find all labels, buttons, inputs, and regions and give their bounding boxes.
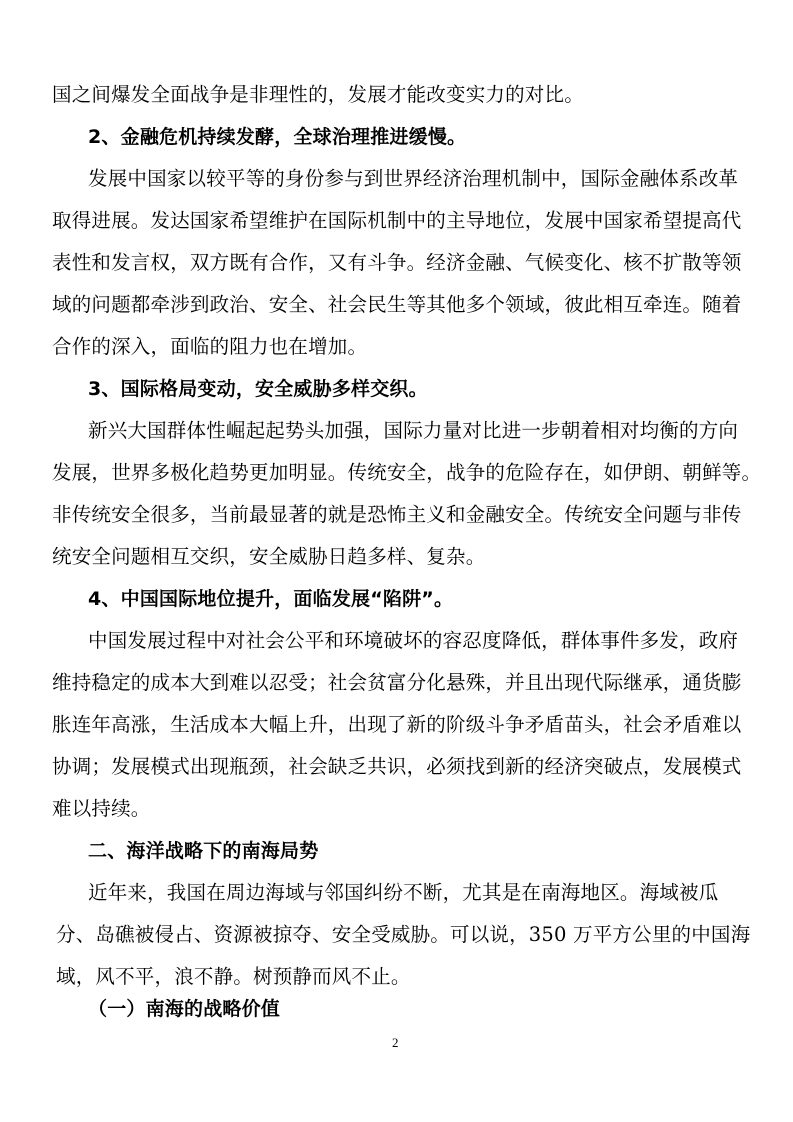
paragraph-line: 国之间爆发全面战争是非理性的，发展才能改变实力的对比。: [52, 83, 584, 106]
section-heading: 3、国际格局变动，安全威胁多样交织。: [88, 378, 428, 400]
paragraph-line: 发展，世界多极化趋势更加明显。传统安全，战争的危险存在，如伊朗、朝鲜等。: [52, 461, 762, 484]
section-heading: 2、金融危机持续发酵，全球治理推进缓慢。: [88, 126, 467, 148]
subsection-heading: （一）南海的战略价值: [88, 998, 281, 1020]
section-heading: 4、中国国际地位提升，面临发展“陷阱”。: [88, 588, 454, 610]
paragraph-line: 维持稳定的成本大到难以忍受；社会贫富分化悬殊，并且出现代际继承，通货膨: [52, 671, 742, 694]
paragraph-line: 胀连年高涨，生活成本大幅上升，出现了新的阶级斗争矛盾苗头，社会矛盾难以: [52, 713, 742, 736]
paragraph-line: 域，风不平，浪不静。树预静而风不止。: [56, 965, 411, 988]
paragraph-line: 域的问题都牵涉到政治、安全、社会民生等其他多个领域，彼此相互牵连。随着: [52, 293, 742, 316]
paragraph-line: 中国发展过程中对社会公平和环境破坏的容忍度降低，群体事件多发，政府: [88, 629, 739, 652]
paragraph-line: 难以持续。: [52, 797, 151, 820]
page-number: 2: [392, 1035, 399, 1050]
paragraph-line: 统安全问题相互交织，安全威胁日趋多样、复杂。: [52, 545, 486, 568]
paragraph-line: 取得进展。发达国家希望维护在国际机制中的主导地位，发展中国家希望提高代: [52, 209, 742, 232]
paragraph-line: 协调；发展模式出现瓶颈，社会缺乏共识，必须找到新的经济突破点，发展模式: [52, 755, 742, 778]
paragraph-line: 近年来，我国在周边海域与邻国纠纷不断，尤其是在南海地区。海域被瓜: [88, 881, 719, 904]
paragraph-line: 表性和发言权，双方既有合作，又有斗争。经济金融、气候变化、核不扩散等领: [52, 251, 742, 274]
paragraph-line: 发展中国家以较平等的身份参与到世界经济治理机制中，国际金融体系改革: [88, 167, 739, 190]
paragraph-line: 合作的深入，面临的阻力也在增加。: [52, 335, 368, 358]
paragraph-line: 新兴大国群体性崛起起势头加强，国际力量对比进一步朝着相对均衡的方向: [88, 419, 739, 442]
paragraph-line: 分、岛礁被侵占、资源被掠夺、安全受威胁。可以说，350 万平方公里的中国海: [56, 923, 751, 946]
section-heading: 二、海洋战略下的南海局势: [88, 840, 319, 862]
paragraph-line: 非传统安全很多，当前最显著的就是恐怖主义和金融安全。传统安全问题与非传: [52, 503, 742, 526]
